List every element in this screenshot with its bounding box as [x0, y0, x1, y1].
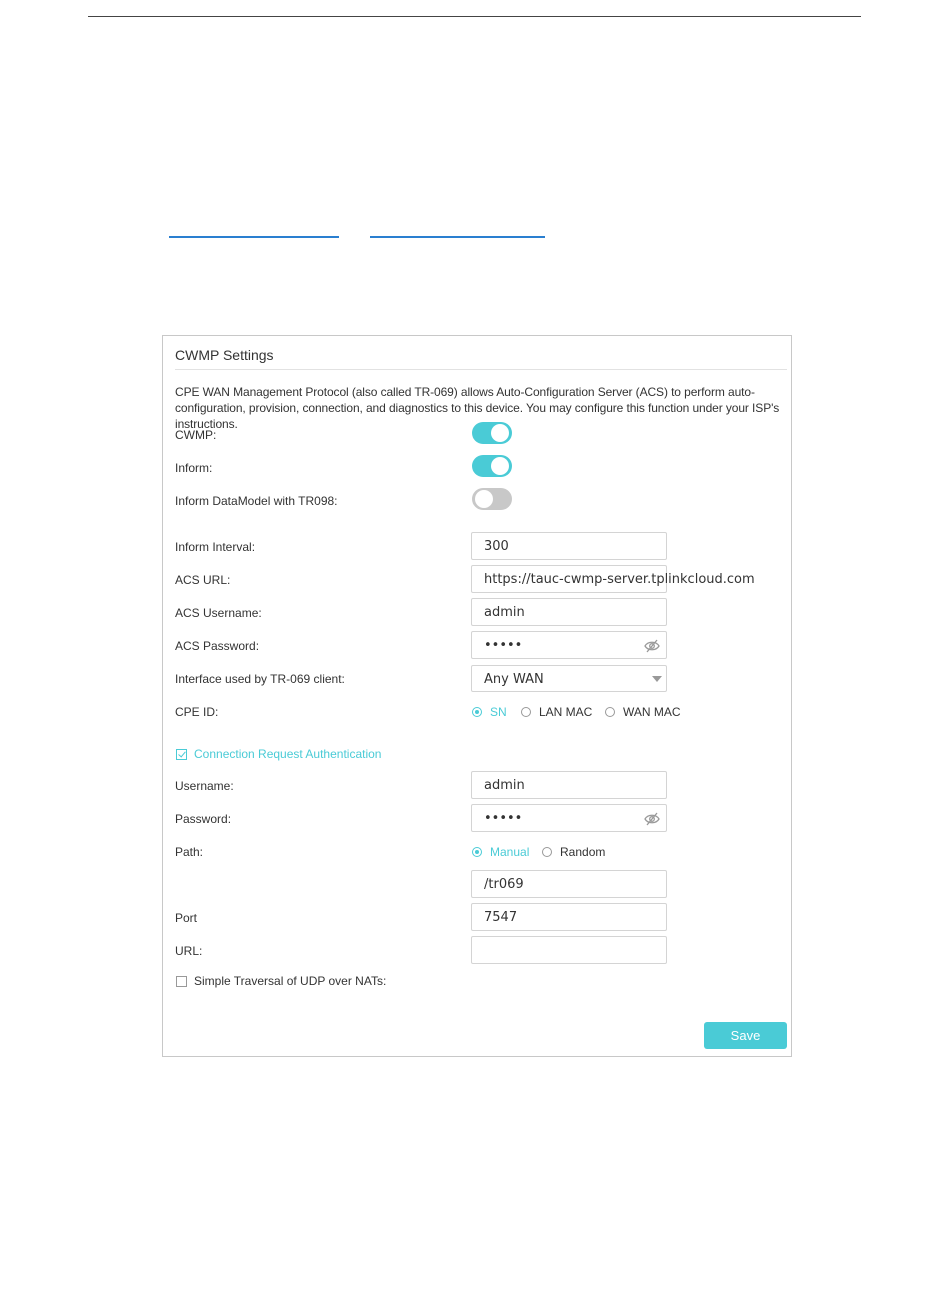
document-link-2[interactable]: [370, 236, 545, 238]
radio-circle: [521, 707, 531, 717]
acs-username-label: ACS Username:: [175, 606, 262, 620]
port-label: Port: [175, 911, 198, 925]
stun-label[interactable]: Simple Traversal of UDP over NATs:: [194, 974, 387, 988]
radio-circle: [472, 707, 482, 717]
title-divider: [175, 369, 787, 370]
radio-circle: [542, 847, 552, 857]
username-input[interactable]: [471, 771, 667, 799]
chevron-down-icon: [652, 676, 662, 682]
eye-off-icon[interactable]: [644, 639, 660, 653]
input-value: admin: [484, 605, 525, 620]
cwmp-toggle[interactable]: [472, 422, 512, 444]
input-value: admin: [484, 778, 525, 793]
stun-checkbox[interactable]: [176, 976, 187, 987]
toggle-knob: [491, 457, 509, 475]
interface-label: Interface used by TR-069 client:: [175, 672, 345, 686]
cwmp-settings-panel: [162, 335, 792, 1057]
panel-title: CWMP Settings: [175, 347, 274, 363]
acs-username-input[interactable]: [471, 598, 667, 626]
panel-description: CPE WAN Management Protocol (also called TR-069) allows Auto-Configuration Server (ACS) to perform auto-configuration, provision, connection, and diagnostics to this device. You may configure this function under your ISP's instructions.: [175, 385, 780, 431]
eye-off-icon[interactable]: [644, 812, 660, 826]
toggle-knob: [491, 424, 509, 442]
header-rule: [88, 16, 861, 17]
radio-label: Manual: [490, 845, 530, 859]
url-label: URL:: [175, 944, 203, 958]
password-label: Password:: [175, 812, 232, 826]
radio-label: LAN MAC: [539, 705, 593, 719]
conn-req-auth-label[interactable]: Connection Request Authentication: [194, 747, 382, 761]
acs-url-input[interactable]: [471, 565, 755, 593]
username-label: Username:: [175, 779, 234, 793]
radio-label: Random: [560, 845, 606, 859]
toggle-knob: [475, 490, 493, 508]
radio-label: SN: [490, 705, 507, 719]
path-input[interactable]: [471, 870, 667, 898]
input-value: https://tauc-cwmp-server.tplinkcloud.com: [484, 572, 755, 587]
input-value: •••••: [484, 811, 523, 826]
inform-toggle[interactable]: [472, 455, 512, 477]
inform-interval-input[interactable]: [471, 532, 667, 560]
radio-circle: [605, 707, 615, 717]
select-value: Any WAN: [484, 672, 544, 687]
cwmp-label: CWMP:: [175, 428, 217, 442]
input-value: •••••: [484, 638, 523, 653]
acs-url-label: ACS URL:: [175, 573, 231, 587]
url-input[interactable]: [471, 936, 667, 964]
inform-datamodel-label: Inform DataModel with TR098:: [175, 494, 338, 508]
interface-select[interactable]: [471, 665, 667, 692]
inform-datamodel-toggle[interactable]: [472, 488, 512, 510]
input-value: 7547: [484, 910, 518, 925]
input-value: /tr069: [484, 877, 524, 892]
port-input[interactable]: [471, 903, 667, 931]
input-value: 300: [484, 539, 509, 554]
document-link-1[interactable]: [169, 236, 339, 238]
conn-req-auth-checkbox[interactable]: [176, 749, 187, 760]
acs-password-label: ACS Password:: [175, 639, 260, 653]
inform-interval-label: Inform Interval:: [175, 540, 256, 554]
acs-password-input[interactable]: [471, 631, 667, 659]
save-button[interactable]: Save: [704, 1022, 787, 1049]
radio-circle: [472, 847, 482, 857]
cpe-id-label: CPE ID:: [175, 705, 219, 719]
radio-label: WAN MAC: [623, 705, 681, 719]
password-input[interactable]: [471, 804, 667, 832]
path-label: Path:: [175, 845, 204, 859]
inform-label: Inform:: [175, 461, 213, 475]
